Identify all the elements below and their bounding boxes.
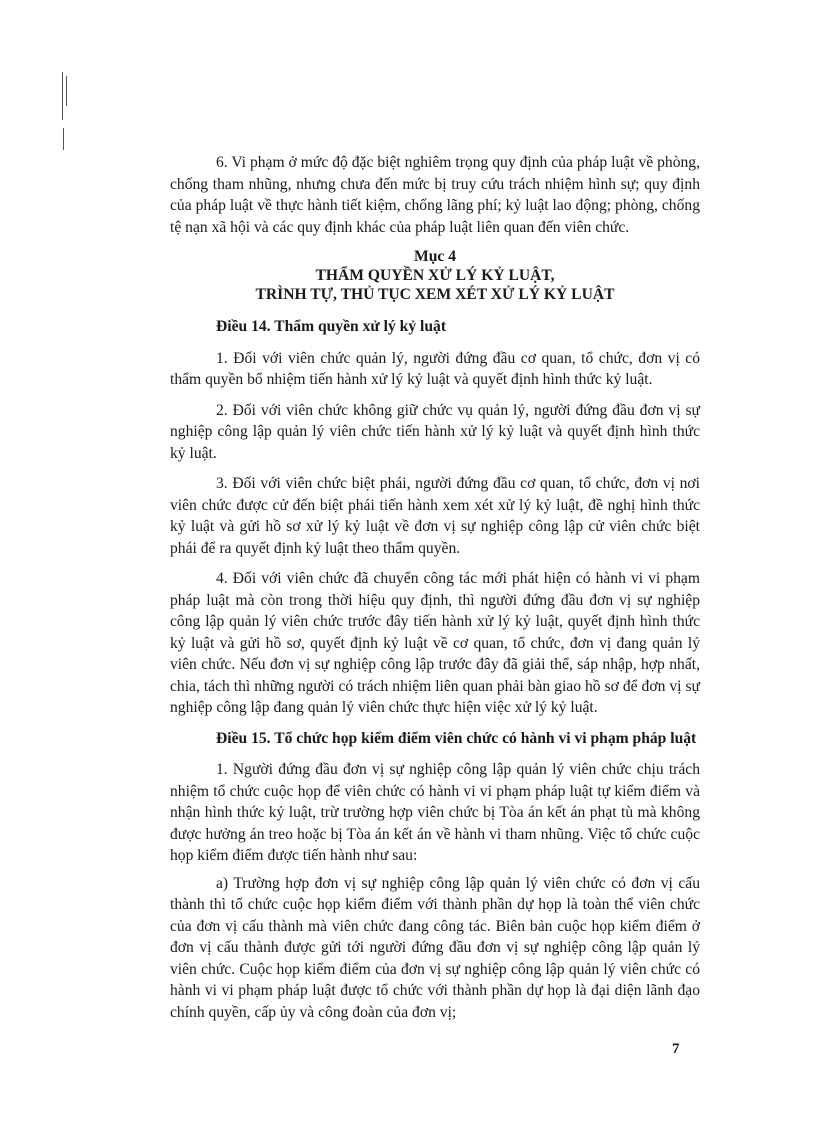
section-header — [170, 247, 700, 304]
scan-artifact-line — [63, 128, 64, 150]
document-body — [170, 152, 700, 1029]
intro-paragraph: 6. Vi phạm ở mức độ đặc biệt nghiêm trọng quy định của pháp luật về phòng, chống tham nhũng, nhưng chưa đến mức bị truy cứu trách nhiệm hình sự; quy định của pháp luật về thực hành tiết kiệm, chống lãng phí; kỷ luật lao động; phòng, chống tệ nạn xã hội và các quy định khác của pháp luật liên quan đến viên chức. — [170, 154, 700, 236]
section-title-line-1: THẨM QUYỀN XỬ LÝ KỶ LUẬT, — [315, 267, 555, 284]
article-15-heading: Điều 15. Tổ chức họp kiểm điểm viên chức có hành vi vi phạm pháp luật — [216, 729, 697, 747]
article-14-paragraph: 1. Đối với viên chức quản lý, người đứng đầu cơ quan, tổ chức, đơn vị có thẩm quyền bổ nhiệm tiến hành xử lý kỷ luật và quyết định hình thức kỷ luật. — [170, 349, 700, 388]
section-title-line-2: TRÌNH TỰ, THỦ TỤC XEM XÉT XỬ LÝ KỶ LUẬT — [255, 286, 615, 303]
article-14-paragraph: 2. Đối với viên chức không giữ chức vụ quản lý, người đứng đầu đơn vị sự nghiệp công lập quản lý viên chức tiến hành xử lý kỷ luật và quyết định hình thức kỷ luật. — [170, 401, 700, 462]
article-14-heading: Điều 14. Thẩm quyền xử lý kỷ luật — [216, 318, 447, 335]
page-number: 7 — [672, 1041, 680, 1057]
section-label: Mục 4 — [413, 248, 456, 265]
scan-artifact-line — [66, 76, 67, 106]
article-15-paragraph: a) Trường hợp đơn vị sự nghiệp công lập quản lý viên chức có đơn vị cấu thành thì tổ chức cuộc họp kiểm điểm với thành phần dự họp là toàn thể viên chức của đơn vị cấu thành mà viên chức đang công tác. Biên bản cuộc họp kiểm điểm ở đơn vị cấu thành được gửi tới người đứng đầu đơn vị sự nghiệp công lập quản lý viên chức. Cuộc họp kiểm điểm của đơn vị sự nghiệp công lập quản lý viên chức có hành vi vi phạm pháp luật được tổ chức với thành phần dự họp là đại diện lãnh đạo chính quyền, cấp ủy và công đoàn của đơn vị; — [170, 874, 700, 1021]
article-14-paragraph: 4. Đối với viên chức đã chuyển công tác mới phát hiện có hành vi vi phạm pháp luật mà còn trong thời hiệu quy định, thì người đứng đầu đơn vị sự nghiệp công lập quản lý viên chức trước đây tiến hành xử lý kỷ luật, quyết định hình thức kỷ luật và gửi hồ sơ, quyết định kỷ luật về cơ quan, tổ chức, đơn vị đang quản lý viên chức. Nếu đơn vị sự nghiệp công lập trước đây đã giải thể, sáp nhập, hợp nhất, chia, tách thì những người có trách nhiệm liên quan phải bàn giao hồ sơ để đơn vị sự nghiệp công lập đang quản lý viên chức thực hiện việc xử lý kỷ luật. — [170, 570, 700, 716]
article-14-paragraph: 3. Đối với viên chức biệt phái, người đứng đầu cơ quan, tổ chức, đơn vị nơi viên chức được cử đến biệt phái tiến hành xem xét xử lý kỷ luật, đề nghị hình thức kỷ luật và gửi hồ sơ xử lý kỷ luật về đơn vị sự nghiệp công lập cử viên chức biệt phái để ra quyết định kỷ luật theo thẩm quyền. — [170, 475, 700, 557]
scan-artifact-line — [62, 72, 63, 120]
article-15-paragraph: 1. Người đứng đầu đơn vị sự nghiệp công lập quản lý viên chức chịu trách nhiệm tổ chức cuộc họp để viên chức có hành vi vi phạm pháp luật tự kiểm điểm và nhận hình thức kỷ luật, trừ trường hợp viên chức bị Tòa án kết án phạt tù mà không được hưởng án treo hoặc bị Tòa án kết án về hành vi tham nhũng. Việc tổ chức cuộc họp kiểm điểm được tiến hành như sau: — [170, 761, 700, 864]
